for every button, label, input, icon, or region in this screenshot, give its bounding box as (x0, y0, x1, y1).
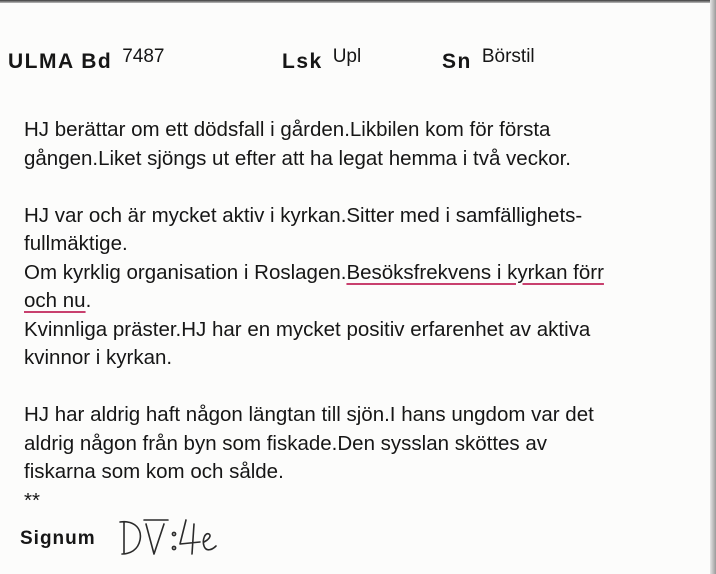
text-line: HJ har aldrig haft någon längtan till sjön.I hans ungdom var det (24, 403, 594, 426)
archive-number: 7487 (122, 46, 165, 67)
text-line: fullmäktige. (24, 232, 128, 255)
sn-value: Börstil (481, 46, 535, 67)
handwritten-signature (114, 510, 224, 562)
paragraph-sea (24, 401, 704, 515)
lsk-label: Lsk (282, 50, 323, 73)
underlined-text: och nu (24, 289, 86, 312)
archive-label: ULMA Bd (8, 50, 113, 73)
text-line (24, 287, 704, 316)
socken-field (442, 46, 535, 74)
paragraph-church (24, 202, 704, 373)
underlined-text: Besöksfrekvens i kyrkan förr (346, 260, 604, 284)
text-line: kvinnor i kyrkan. (24, 346, 173, 369)
text-line: HJ var och är mycket aktiv i kyrkan.Sitter med i samfällighets- (24, 203, 583, 227)
signum-label: Signum (20, 528, 96, 549)
card-top-edge (0, 0, 716, 3)
text-line: HJ berättar om ett dödsfall i gården.Likbilen kom för första (24, 118, 551, 141)
text-segment: . (85, 289, 92, 312)
lsk-value: Upl (332, 46, 362, 67)
archive-field (8, 46, 165, 74)
card-right-edge (710, 0, 716, 574)
text-segment: Om kyrklig organisation i Roslagen. (24, 260, 347, 284)
text-line: Kvinnliga präster.HJ har en mycket positiv erfarenhet av aktiva (24, 317, 591, 341)
text-line: ** (24, 488, 40, 512)
landskap-field (282, 46, 362, 74)
paragraph-death (24, 116, 704, 173)
sn-label: Sn (442, 50, 472, 73)
card-body (24, 116, 704, 544)
text-line: aldrig någon från byn som fiskade.Den sysslan sköttes av (24, 431, 548, 455)
text-line (24, 259, 704, 288)
text-line: gången.Liket sjöngs ut efter att ha legat hemma i två veckor. (24, 146, 571, 170)
text-line: fiskarna som kom och sålde. (24, 460, 284, 483)
